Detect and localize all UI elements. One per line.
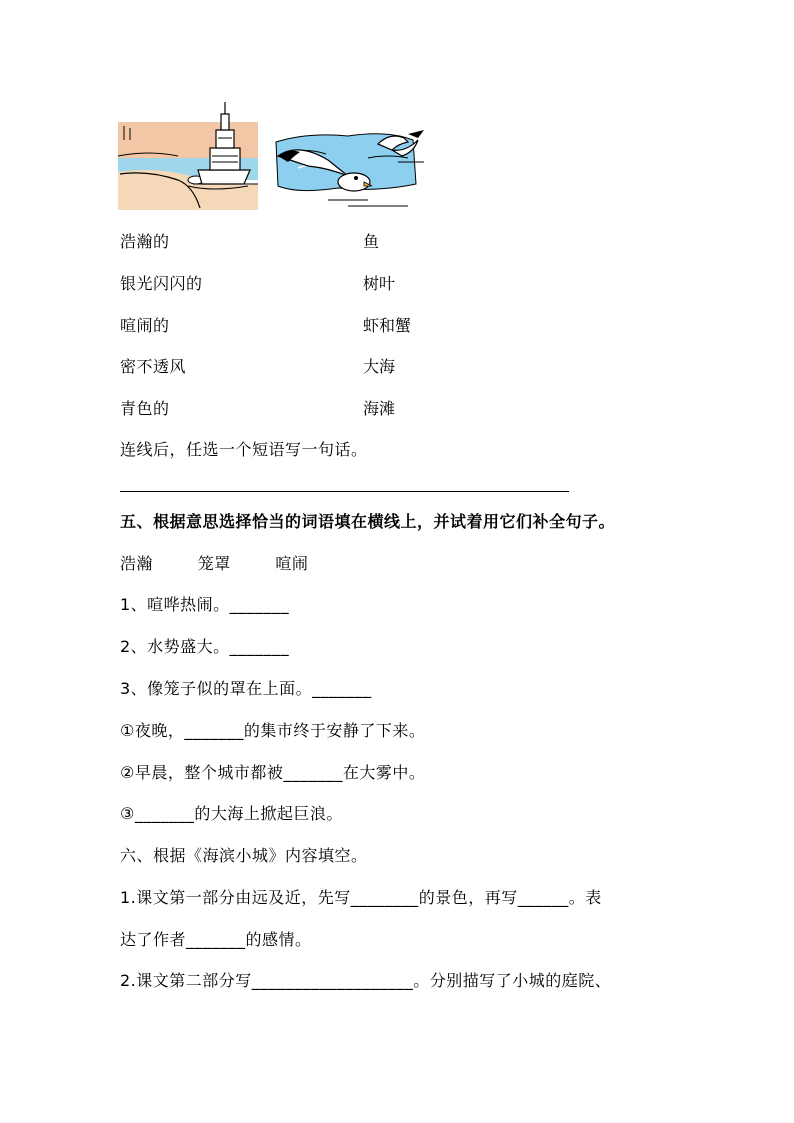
section5-sentence-1: ①夜晚，_______的集市终于安静了下来。 — [120, 721, 426, 740]
section6-line-2: 达了作者_______的感情。 — [120, 930, 312, 949]
answer-line — [120, 491, 569, 492]
section6-line-1: 1.课文第一部分由远及近，先写________的景色，再写______。表 — [120, 888, 602, 907]
section5-sentence-3: ③_______的大海上掀起巨浪。 — [120, 804, 343, 823]
section6-line-3: 2.课文第二部分写___________________。分别描写了小城的庭院、 — [120, 971, 612, 990]
harbor-ship-picture — [118, 100, 258, 210]
match-left-2: 银光闪闪的 — [120, 274, 203, 293]
section5-title: 五、根据意思选择恰当的词语填在横线上，并试着用它们补全句子。 — [120, 512, 616, 531]
match-left-5: 青色的 — [120, 399, 170, 418]
match-right-1: 鱼 — [363, 232, 380, 251]
section5-sentence-2: ②早晨，整个城市都被_______在大雾中。 — [120, 763, 426, 782]
section6-title: 六、根据《海滨小城》内容填空。 — [120, 846, 368, 865]
section5-question-2: 2、水势盛大。_______ — [120, 637, 290, 656]
match-right-2: 树叶 — [363, 274, 396, 293]
section5-question-1: 1、喧哗热闹。_______ — [120, 595, 290, 614]
match-left-4: 密不透风 — [120, 357, 187, 376]
match-right-3: 虾和蟹 — [363, 316, 412, 335]
match-left-3: 喧闹的 — [120, 316, 170, 335]
match-left-1: 浩瀚的 — [120, 232, 170, 251]
section5-question-3: 3、像笼子似的罩在上面。_______ — [120, 679, 372, 698]
match-right-5: 海滩 — [363, 399, 396, 418]
section5-word-bank: 浩瀚 笼罩 喧闹 — [120, 554, 309, 573]
match-right-4: 大海 — [363, 357, 396, 376]
seagulls-picture — [268, 122, 428, 212]
match-instruction: 连线后，任选一个短语写一句话。 — [120, 440, 368, 459]
